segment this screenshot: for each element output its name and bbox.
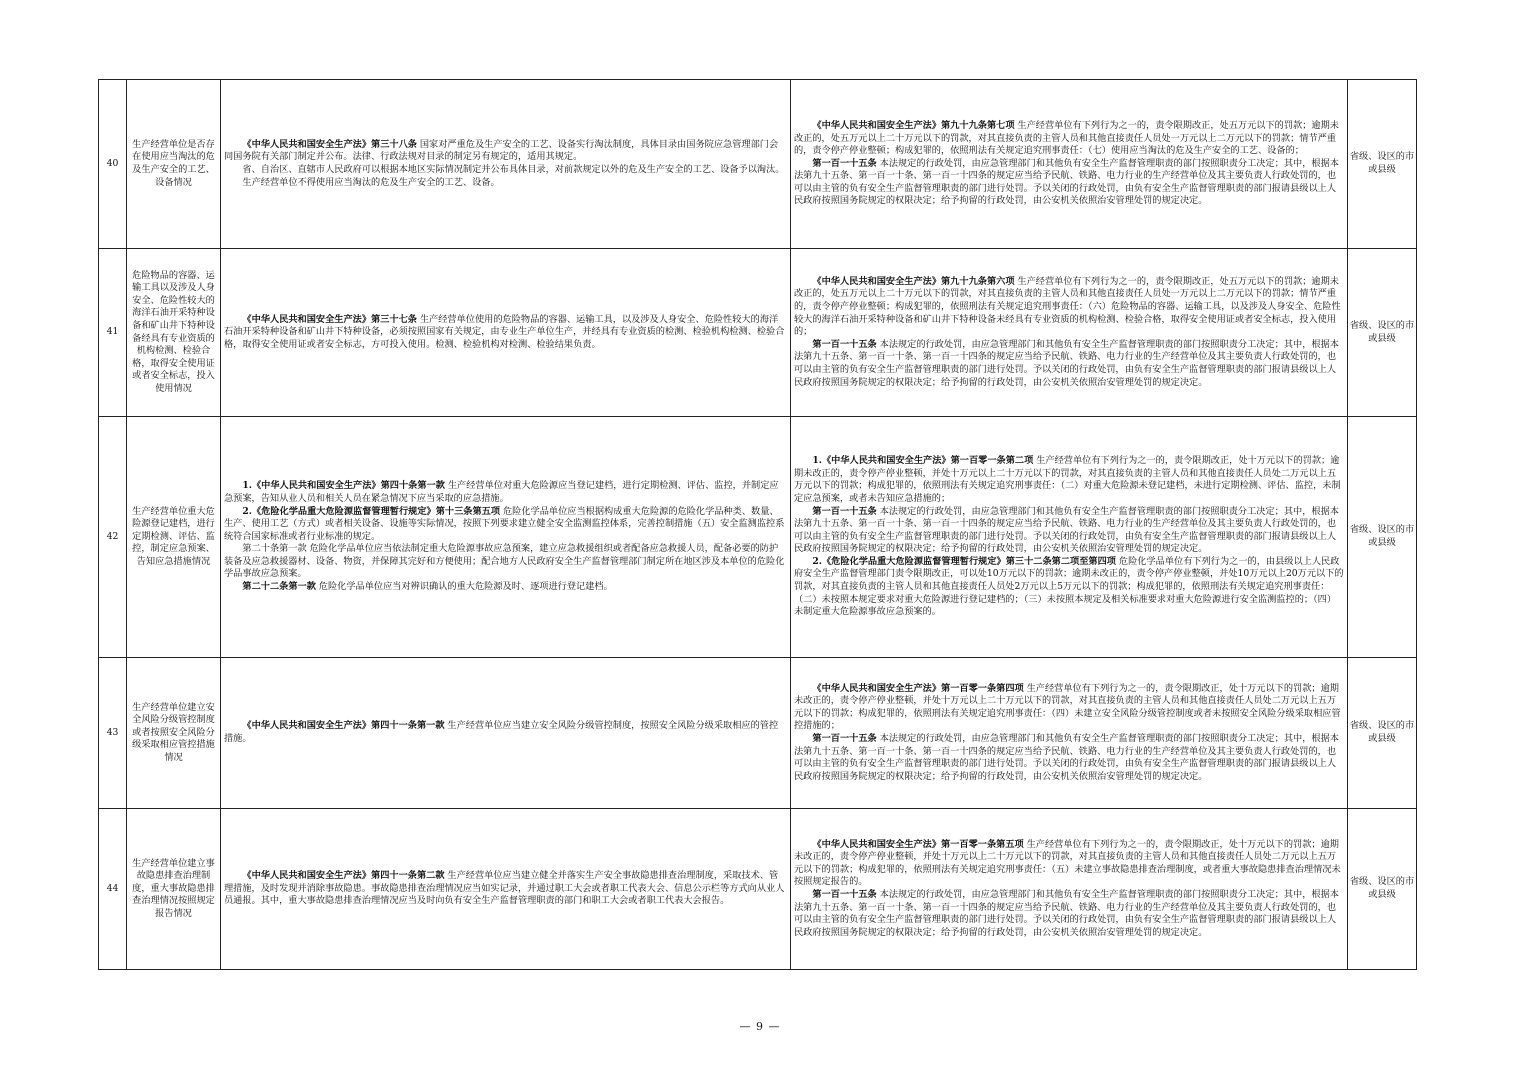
clause-text: 生产经营单位应当建立安全风险分级管控制度，按照安全风险分级采取相应的管控措施。 xyxy=(224,720,779,744)
clause-title: 2.《危险化学品重大危险源监督管理暂行规定》第十三条第五项 xyxy=(242,505,501,517)
basis-paragraph xyxy=(224,314,787,352)
clause-text: 本法规定的行政处罚，由应急管理部门和其他负有安全生产监督管理职责的部门按照职责分工决定；其中，根据本法第九十五条、第一百一十条、第一百一十四条的规定应当给予民航、铁路、电力行业的生产经营单位及其主要负责人行政处罚的，也可以由主管的负有安全生产监督管理职责的部门进行处罚。予以关闭的行政处罚，由负有安全生产监督管理职责的部门报请县级以上人民政府按照国务院规定的权限决定；给予拘留的行政处罚，由公安机关依照治安管理处罚的规定决定。 xyxy=(794,889,1339,938)
row-number: 41 xyxy=(99,249,127,417)
clause-title: 《中华人民共和国安全生产法》第一百零一条第四项 xyxy=(812,682,1024,694)
clause-text: 生产经营单位应当建立健全并落实生产安全事故隐患排查治理制度，采取技术、管理措施，及时发现并消除事故隐患。事故隐患排查治理情况应当如实记录，并通过职工大会或者职工代表大会、信息公示栏等方式向从业人员通报。其中，重大事故隐患排查治理情况应当及时向负有安全生产监督管理职责的部门和职工大会或者职工代表大会报告。 xyxy=(224,870,785,907)
clause-title: 2.《危险化学品重大危险源监督管理暂行规定》第三十二条第二项至第四项 xyxy=(812,555,1116,567)
clause-title: 第一百一十五条 xyxy=(812,733,877,744)
enforcement-level: 省级、设区的市或县级 xyxy=(1348,809,1417,970)
basis-paragraph xyxy=(224,870,787,908)
clause-text: 生产经营单位有下列行为之一的，责令限期改正，处十万元以下的罚款；逾期未改正的，责令停产停业整顿，并处十万元以上二十万元以下的罚款，对其直接负责的主管人员和其他直接责任人员处二万元以上五万元以下的罚款；构成犯罪的，依照刑法有关规定追究刑事责任：（四）未建立安全风险分级管控制度或者未按照安全风险分级采取相应管控措施的； xyxy=(794,682,1341,732)
enforcement-level: 省级、设区的市或县级 xyxy=(1348,658,1417,809)
clause-title: 《中华人民共和国安全生产法》第三十七条 xyxy=(242,313,417,325)
inspection-item: 生产经营单位是否存在使用应当淘汰的危及生产安全的工艺、设备情况 xyxy=(127,80,221,249)
row-number: 44 xyxy=(99,809,127,970)
enforcement-level: 省级、设区的市或县级 xyxy=(1348,249,1417,417)
law-enforcement-table xyxy=(98,79,1417,970)
clause-text: 第二十条第一款 危险化学品单位应当依法制定重大危险源事故应急预案，建立应急救援组织或者配备应急救援人员，配备必要的防护装备及应急救援器材、设备、物资，并保障其完好和方便使用；配合地方人民政府安全生产监督管理部门制定所在地区涉及本单位的危险化学品事故应急预案。 xyxy=(224,543,785,580)
basis-paragraph xyxy=(224,139,787,164)
penalty-basis xyxy=(791,809,1348,970)
clause-text: 危险化学品单位应当根据构成重大危险源的危险化学品种类、数量、生产、使用工艺（方式）或者相关设备、设施等实际情况，按照下列要求建立健全安全监测监控体系，完善控制措施（五）安全监测监控系统符合国家标准或者行业标准的规定。 xyxy=(224,505,785,542)
inspection-item: 生产经营单位建立安全风险分级管控制度或者按照安全风险分级采取相应管控措施情况 xyxy=(127,658,221,809)
clause-text: 本法规定的行政处罚，由应急管理部门和其他负有安全生产监督管理职责的部门按照职责分工决定；其中，根据本法第九十五条、第一百一十条、第一百一十四条的规定应当给予民航、铁路、电力行业的生产经营单位及其主要负责人行政处罚的，也可以由主管的负有安全生产监督管理职责的部门进行处罚。予以关闭的行政处罚，由负有安全生产监督管理职责的部门报请县级以上人民政府按照国务院规定的权限决定；给予拘留的行政处罚，由公安机关依照治安管理处罚的规定决定。 xyxy=(794,733,1339,782)
page-number: — 9 — xyxy=(739,1020,781,1033)
penalty-paragraph xyxy=(794,158,1344,208)
clause-text: 生产经营单位使用的危险物品的容器、运输工具，以及涉及人身安全、危险性较大的海洋石油开采特种设备和矿山井下特种设备，必须按照国家有关规定，由专业生产单位生产，并经具有专业资质的检测、检验机构检测、检验合格，取得安全使用证或者安全标志，方可投入使用。检测、检验机构对检测、检验结果负责。 xyxy=(224,313,785,350)
table-row xyxy=(99,417,1417,658)
penalty-paragraph xyxy=(794,839,1344,889)
clause-text: 本法规定的行政处罚，由应急管理部门和其他负有安全生产监督管理职责的部门按照职责分工决定；其中，根据本法第九十五条、第一百一十条、第一百一十四条的规定应当给予民航、铁路、电力行业的生产经营单位及其主要负责人行政处罚的，也可以由主管的负有安全生产监督管理职责的部门进行处罚。予以关闭的行政处罚，由负有安全生产监督管理职责的部门报请县级以上人民政府按照国务院规定的权限决定；给予拘留的行政处罚，由公安机关依照治安管理处罚的规定决定。 xyxy=(794,338,1339,388)
clause-text: 省、自治区、直辖市人民政府可以根据本地区实际情况制定并公布具体目录，对前款规定以外的危及生产安全的工艺、设备予以淘汰。 xyxy=(242,164,785,175)
row-number: 42 xyxy=(99,417,127,658)
clause-text: 国家对严重危及生产安全的工艺、设备实行淘汰制度，具体目录由国务院应急管理部门会同国务院有关部门制定并公布。法律、行政法规对目录的制定另有规定的，适用其规定。 xyxy=(224,138,779,163)
clause-title: 《中华人民共和国安全生产法》第一百零一条第五项 xyxy=(812,838,1024,850)
table-row xyxy=(99,809,1417,970)
legal-basis xyxy=(221,80,791,249)
clause-text: 本法规定的行政处罚，由应急管理部门和其他负有安全生产监督管理职责的部门按照职责分工决定；其中，根据本法第九十五条、第一百一十条、第一百一十四条的规定应当给予民航、铁路、电力行业的生产经营单位及其主要负责人行政处罚的，也可以由主管的负有安全生产监督管理职责的部门进行处罚。予以关闭的行政处罚，由负有安全生产监督管理职责的部门报请县级以上人民政府按照国务院规定的权限决定；给予拘留的行政处罚，由公安机关依照治安管理处罚的规定决定。 xyxy=(794,505,1339,555)
legal-basis xyxy=(221,809,791,970)
clause-text: 生产经营单位有下列行为之一的，责令限期改正，处五万元以下的罚款；逾期未改正的，处五万元以上二十万元以下的罚款，对其直接负责的主管人员和其他直接责任人员处一万元以上二万元以下的罚款；情节严重的，责令停产停业整顿；构成犯罪的，依照刑法有关规定追究刑事责任：（七）使用应当淘汰的危及生产安全的工艺、设备的； xyxy=(794,119,1339,157)
clause-title: 第一百一十五条 xyxy=(812,505,877,517)
penalty-paragraph xyxy=(794,120,1344,158)
basis-paragraph xyxy=(224,164,787,177)
clause-text: 生产经营单位有下列行为之一的，责令限期改正，处五万元以下的罚款；逾期未改正的，处五万元以上二十万元以下的罚款，对其直接负责的主管人员和其他直接责任人员处一万元以上二万元以下的罚款；情节严重的，责令停产停业整顿；构成犯罪的，依照刑法有关规定追究刑事责任：（六）危险物品的容器、运输工具，以及涉及人身安全、危险性较大的海洋石油开采特种设备和矿山井下特种设备未经具有专业资质的机构检测、检验合格，取得安全使用证或者安全标志，投入使用的； xyxy=(794,275,1341,338)
penalty-paragraph xyxy=(794,339,1344,389)
penalty-basis xyxy=(791,80,1348,249)
penalty-basis xyxy=(791,658,1348,809)
penalty-paragraph xyxy=(794,683,1344,733)
row-number: 43 xyxy=(99,658,127,809)
clause-title: 《中华人民共和国安全生产法》第四十一条第一款 xyxy=(242,720,445,732)
basis-paragraph xyxy=(224,720,787,745)
clause-text: 生产经营单位对重大危险源应当登记建档，进行定期检测、评估、监控，并制定应急预案，告知从业人员和相关人员在紧急情况下应当采取的应急措施。 xyxy=(224,480,779,504)
basis-paragraph xyxy=(224,480,787,505)
clause-text: 生产经营单位有下列行为之一的，责令限期改正，处十万元以下的罚款；逾期未改正的，责令停产停业整顿，并处十万元以上二十万元以下的罚款，对其直接负责的主管人员和其他直接责任人员处二万元以上五万元以下的罚款；构成犯罪的，依照刑法有关规定追究刑事责任：（二）对重大危险源未登记建档，未进行定期检测、评估、监控，未制定应急预案，或者未告知应急措施的； xyxy=(794,455,1341,504)
inspection-item: 生产经营单位重大危险源登记建档，进行定期检测、评估、监控，制定应急预案、告知应急措施情况 xyxy=(127,417,221,658)
enforcement-level: 省级、设区的市或县级 xyxy=(1348,417,1417,658)
inspection-item: 生产经营单位建立事故隐患排查治理制度，重大事故隐患排查治理情况按照规定报告情况 xyxy=(127,809,221,970)
inspection-item: 危险物品的容器、运输工具以及涉及人身安全、危险性较大的海洋石油开采特种设备和矿山井下特种设备经具有专业资质的机构检测、检验合格，取得安全使用证或者安全标志，投入使用情况 xyxy=(127,249,221,417)
clause-title: 第一百一十五条 xyxy=(812,338,877,350)
enforcement-level: 省级、设区的市或县级 xyxy=(1348,80,1417,249)
clause-title: 《中华人民共和国安全生产法》第九十九条第六项 xyxy=(812,275,1015,287)
penalty-paragraph xyxy=(794,733,1344,783)
penalty-paragraph xyxy=(794,556,1344,619)
legal-basis xyxy=(221,249,791,417)
table-row xyxy=(99,249,1417,417)
legal-basis xyxy=(221,658,791,809)
basis-paragraph xyxy=(224,581,787,594)
basis-paragraph xyxy=(224,506,787,544)
clause-text: 本法规定的行政处罚，由应急管理部门和其他负有安全生产监督管理职责的部门按照职责分工决定；其中，根据本法第九十五条、第一百一十条、第一百一十四条的规定应当给予民航、铁路、电力行业的生产经营单位及其主要负责人行政处罚的，也可以由主管的负有安全生产监督管理职责的部门进行处罚。予以关闭的行政处罚，由负有安全生产监督管理职责的部门报请县级以上人民政府按照国务院规定的权限决定；给予拘留的行政处罚，由公安机关依照治安管理处罚的规定决定。 xyxy=(794,157,1339,207)
clause-text: 生产经营单位不得使用应当淘汰的危及生产安全的工艺、设备。 xyxy=(242,176,500,188)
penalty-paragraph xyxy=(794,506,1344,556)
clause-text: 生产经营单位有下列行为之一的，责令限期改正，处十万元以下的罚款；逾期未改正的，责令停产停业整顿，并处十万元以上二十万元以下的罚款，对其直接负责的主管人员和其他直接责任人员处二万元以上五万元以下的罚款；构成犯罪的，依照刑法有关规定追究刑事责任：（五）未建立事故隐患排查治理制度，或者重大事故隐患排查治理情况未按照规定报告的。 xyxy=(794,838,1341,888)
penalty-paragraph xyxy=(794,455,1344,505)
penalty-basis xyxy=(791,249,1348,417)
clause-title: 《中华人民共和国安全生产法》第三十八条 xyxy=(242,138,417,150)
penalty-basis xyxy=(791,417,1348,658)
table-body xyxy=(99,80,1417,970)
table-row xyxy=(99,80,1417,249)
clause-title: 《中华人民共和国安全生产法》第四十一条第二款 xyxy=(242,870,445,882)
basis-paragraph xyxy=(224,543,787,581)
table-row xyxy=(99,658,1417,809)
clause-title: 1.《中华人民共和国安全生产法》第四十条第一款 xyxy=(242,480,445,492)
clause-title: 1.《中华人民共和国安全生产法》第一百零一条第二项 xyxy=(812,455,1034,467)
clause-title: 第一百一十五条 xyxy=(812,889,877,900)
penalty-paragraph xyxy=(794,889,1344,939)
clause-title: 《中华人民共和国安全生产法》第九十九条第七项 xyxy=(812,119,1015,131)
basis-paragraph xyxy=(224,177,787,190)
penalty-paragraph xyxy=(794,276,1344,339)
clause-text: 危险化学品单位有下列行为之一的，由县级以上人民政府安全生产监督管理部门责令限期改正，可以处10万元以下的罚款；逾期未改正的，责令停产停业整顿，并处10万元以上20万元以下的罚款，对其直接负责的主管人员和其他直接责任人员处2万元以上5万元以下的罚款；构成犯罪的，依照刑法有关规定追究刑事责任：（二）未按照本规定要求对重大危险源进行登记建档的；（三）未按照本规定及相关标准要求对重大危险源进行安全监测监控的；（四）未制定重大危险源事故应急预案的。 xyxy=(794,555,1344,618)
clause-title: 第二十二条第一款 xyxy=(242,581,316,593)
legal-basis xyxy=(221,417,791,658)
clause-text: 危险化学品单位应当对辨识确认的重大危险源及时、逐项进行登记建档。 xyxy=(315,581,613,593)
clause-title: 第一百一十五条 xyxy=(812,157,877,169)
row-number: 40 xyxy=(99,80,127,249)
